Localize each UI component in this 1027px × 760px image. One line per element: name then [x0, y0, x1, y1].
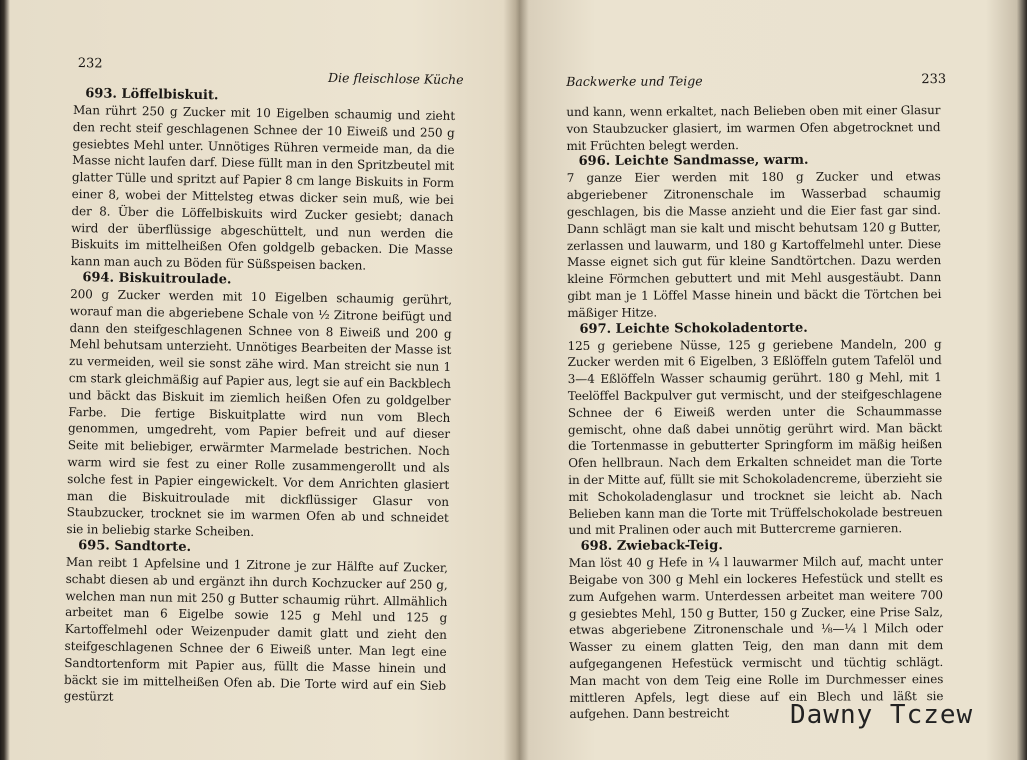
recipe-title: 694. Biskuitroulade. — [82, 270, 232, 288]
recipe-696 — [567, 152, 942, 321]
recipe-title: 693. Löffelbiskuit. — [85, 86, 219, 104]
recipe-698 — [569, 537, 944, 723]
right-page-body — [566, 102, 943, 723]
recipe-text: 7 ganze Eier werden mit 180 g Zucker und etwas abgeriebener Zitronenschale im Wasserbad schaumig geschlagen, bis die Masse anzieht und die Eier fast gar sind. Dann schlägt man sie kalt und mischt behutsam 120 g Butter, zerlassen und lauwarm, und 180 g Kartoffelmehl unter. Diese Masse eignet sich gut für kleine Sandtörtchen. Dazu werden kleine Förmchen gebuttert und mit Mehl ausgestäubt. Dann gibt man je 1 Löffel Masse hinein und bäckt die Törtchen bei mäßiger Hitze. — [566, 169, 942, 320]
recipe-text: 125 g geriebene Nüsse, 125 g geriebene Mandeln, 200 g Zucker werden mit 6 Eigelben, 3 Eßlöffeln gutem Tafelöl und 3—4 Eßlöffeln Wasser schaumig gerührt. 180 g Mehl, mit 1 Teelöffel Backpulver gut vermischt, und der steifgeschlagene Schnee der 6 Eiweiß werden unter die Schaummasse gemischt, ohne daß dabei unnötig gerührt wird. Man bäckt die Tortenmasse in gebutterter Springform im mäßig heißen Ofen hellbraun. Nach dem Erkalten schneidet man die Torte in der Mitte auf, füllt sie mit Schokoladencreme, überzieht sie mit Schokoladenglasur und trocknet sie leicht ab. Nach Belieben kann man die Torte mit Trüffelschokolade bestreuen und mit Pralinen oder auch mit Buttercreme garnieren. — [567, 336, 943, 538]
left-page-body — [64, 86, 456, 711]
recipe-text: Man reibt 1 Apfelsine und 1 Zitrone je zur Hälfte auf Zucker, schabt diesen ab und ergänzt ihn durch Kochzucker auf 250 g, welchen man nun mit 250 g Butter schaumig rührt. Allmählich arbeitet man 6 Eigelbe sowie 125 g Mehl und 125 g Kartoffelmehl oder Weizenpuder damit glatt und zieht den steifgeschlagenen Schnee der 6 Eiweiß unter. Man legt eine Sandtortenform mit Papier aus, füllt die Masse hinein und bäckt sie im mittelheißen Ofen ab. Die Torte wird auf ein Sieb gestürzt — [63, 554, 448, 704]
left-running-head-title: Die fleischlose Küche — [327, 69, 464, 88]
right-running-header — [566, 46, 947, 89]
left-page — [63, 48, 464, 711]
left-running-header — [74, 48, 464, 88]
recipe-title: 695. Sandtorte. — [78, 538, 192, 555]
right-running-head-title: Backwerke und Teige — [566, 73, 703, 89]
recipe-text: Man rührt 250 g Zucker mit 10 Eigelben schaumig und zieht den recht steif geschlagenen Schnee der 10 Eiweiß und 250 g gesiebtes Mehl unter. Unnötiges Rühren vermeide man, da die Masse nicht laufen darf. Diese füllt man in den Spritzbeutel mit glatter Tülle und spritzt auf Papier 8 cm lange Biskuits in Form einer 8, wobei der Mittelsteg etwas dicker sein muß, wie bei der 8. Über die Löffelbiskuits wird Zucker gesiebt; danach wird der überflüssige abgeschüttelt, und nun werden die Biskuits im mittelheißen Ofen goldgelb gebacken. Die Masse kann man auch zu Böden für Süßspeisen backen. — [70, 102, 456, 273]
watermark: Dawny Tczew — [790, 700, 974, 730]
recipe-title: 698. Zwieback-Teig. — [580, 538, 723, 555]
recipe-title: 697. Leichte Schokoladentorte. — [579, 320, 808, 337]
recipe-title: 696. Leichte Sandmasse, warm. — [578, 153, 809, 170]
right-page — [566, 46, 947, 723]
recipe-text: 200 g Zucker werden mit 10 Eigelben schaumig gerührt, worauf man die abgeriebene Schale von ½ Zitrone beifügt und dann den steifgeschlagenen Schnee von 8 Eiweiß und 200 g Mehl behutsam unterzieht. Unnötiges Bearbeiten der Masse ist zu vermeiden, weil sie sonst zähe wird. Man streicht sie nun 1 cm stark gleichmäßig auf Papier aus, legt sie auf ein Backblech und bäckt das Biskuit im ziemlich heißen Ofen zu goldgelber Farbe. Die fertige Biskuitplatte wird nun vom Blech genommen, umgedreht, vom Papier befreit und auf dieser Seite mit beliebiger, erwärmter Marmelade bestrichen. Noch warm wird sie fest zu einer Rolle zusammengerollt und als solche fest in Papier eingewickelt. Vor dem Anrichten glasiert man die Biskuitroulade mit dickflüssiger Glasur von Staubzucker, trocknet sie im warmen Ofen ab und schneidet sie in beliebig starke Scheiben. — [66, 286, 453, 540]
continuation-text: und kann, wenn erkaltet, nach Belieben oben mit einer Glasur von Staubzucker glasiert, im warmen Ofen abgetrocknet und mit Früchten belegt werden. — [566, 103, 941, 153]
recipe-697 — [567, 320, 942, 540]
recipe-695 — [64, 538, 449, 711]
recipe-text: Man löst 40 g Hefe in ¼ l lauwarmer Milch auf, macht unter Beigabe von 300 g Mehl ein lockeres Hefestück und stellt es zum Aufgehen warm. Unterdessen arbeitet man weitere 700 g gesiebtes Mehl, 150 g Butter, 150 g Zucker, eine Prise Salz, etwas abgeriebene Zitronenschale und ⅛—¼ l Milch oder Wasser zu einem glatten Teig, den man dann mit dem aufgegangenen Hefestück vermischt und tüchtig schlägt. Man macht von dem Teig eine Rolle im Durchmesser eines mittleren Apfels, legt diese auf ein Blech und läßt sie aufgehen. Dann bestreicht — [568, 554, 944, 722]
right-page-number: 233 — [921, 72, 947, 88]
left-page-number: 232 — [77, 56, 103, 72]
recipe-694 — [66, 270, 452, 544]
recipe-693 — [71, 86, 456, 276]
